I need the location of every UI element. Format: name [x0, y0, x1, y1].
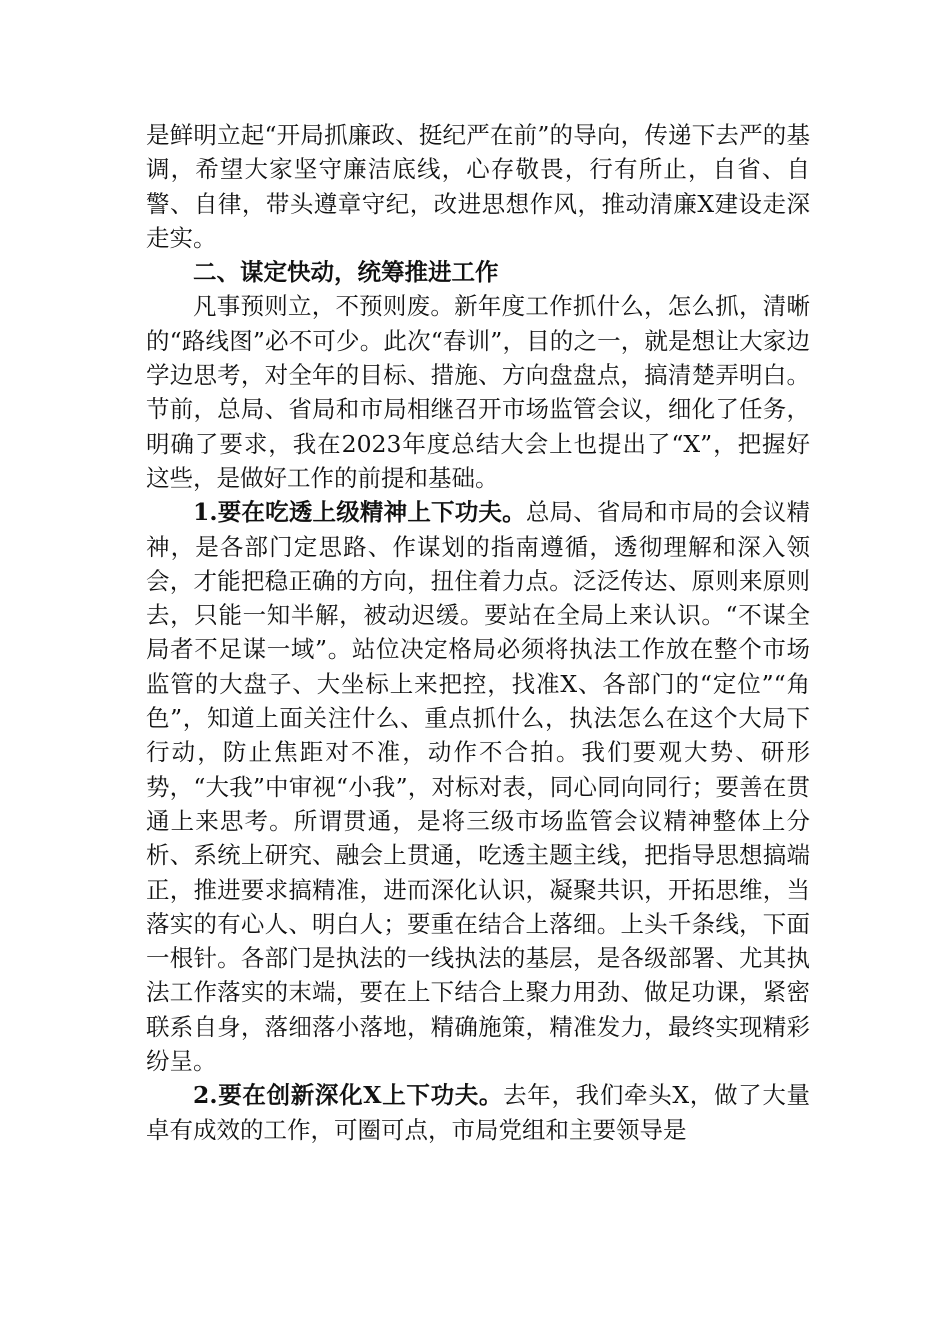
- point-one-lead: 1.要在吃透上级精神上下功夫。: [193, 498, 526, 527]
- paragraph-text: 是鲜明立起“开局抓廉政、挺纪严在前”的导向，传递下去严的基调，希望大家坚守廉洁底线，心存敬畏，行有所止，自省、自警、自律，带头遵章守纪，改进思想作风，推动清廉X建设走深走实。: [146, 121, 810, 252]
- paragraph-integrity-guidance: [146, 118, 810, 255]
- point-two-lead: 2.要在创新深化X上下功夫。: [193, 1081, 504, 1110]
- heading-text: 二、谋定快动，统筹推进工作: [193, 258, 499, 287]
- paragraph-text: 去年，我们牵头X，做了大量卓有成效的工作，可圈可点，市局党组和主要领导是: [146, 1081, 810, 1144]
- section-heading-two: [146, 255, 810, 289]
- document-body: [146, 118, 810, 1147]
- paragraph-point-one: [146, 495, 810, 1078]
- paragraph-text: 凡事预则立，不预则废。新年度工作抓什么，怎么抓，清晰的“路线图”必不可少。此次“春训”，目的之一，就是想让大家边学边思考，对全年的目标、措施、方向盘盘点，搞清楚弄明白。节前，总局、省局和市局相继召开市场监管会议，细化了任务，明确了要求，我在2023年度总结大会上也提出了“X”，把握好这些，是做好工作的前提和基础。: [146, 292, 810, 492]
- paragraph-planning: [146, 289, 810, 495]
- paragraph-text: 总局、省局和市局的会议精神，是各部门定思路、作谋划的指南遵循，透彻理解和深入领会，才能把稳正确的方向，扭住着力点。泛泛传达、原则来原则去，只能一知半解，被动迟缓。要站在全局上来认识。“不谋全局者不足谋一域”。站位决定格局必须将执法工作放在整个市场监管的大盘子、大坐标上来把控，找准X、各部门的“定位”“角色”，知道上面关注什么、重点抓什么，执法怎么在这个大局下行动，防止焦距对不准，动作不合拍。我们要观大势、研形势，“大我”中审视“小我”，对标对表，同心同向同行；要善在贯通上来思考。所谓贯通，是将三级市场监管会议精神整体上分析、系统上研究、融会上贯通，吃透主题主线，把指导思想搞端正，推进要求搞精准，进而深化认识，凝聚共识，开拓思维，当落实的有心人、明白人；要重在结合上落细。上头千条线，下面一根针。各部门是执法的一线执法的基层，是各级部署、尤其执法工作落实的末端，要在上下结合上聚力用劲、做足功课，紧密联系自身，落细落小落地，精确施策，精准发力，最终实现精彩纷呈。: [146, 498, 810, 1076]
- paragraph-point-two: [146, 1078, 810, 1147]
